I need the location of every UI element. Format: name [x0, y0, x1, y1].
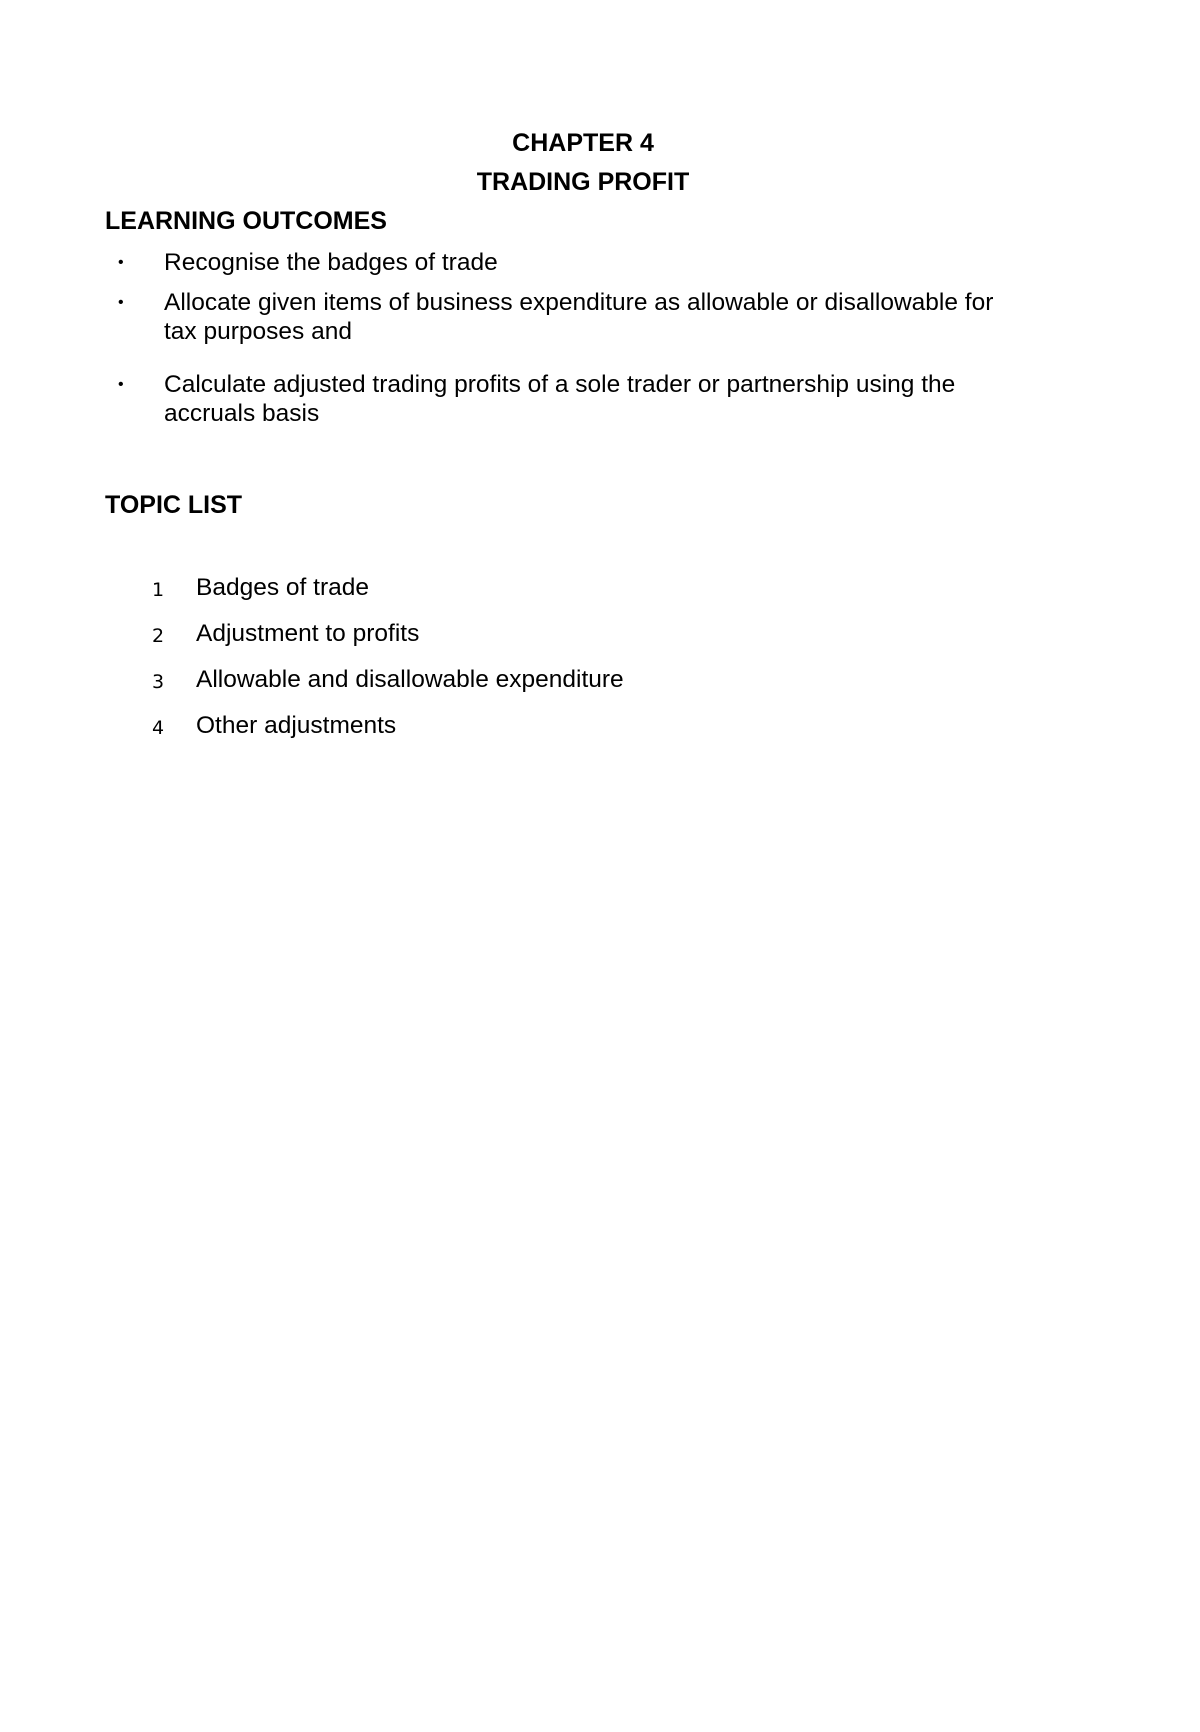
bullet-icon: •	[118, 294, 124, 311]
topic-number: 1	[152, 579, 165, 601]
topic-label: Allowable and disallowable expenditure	[196, 666, 624, 693]
topic-label: Adjustment to profits	[196, 620, 420, 647]
topic-number: 2	[152, 625, 165, 647]
topic-list-heading: TOPIC LIST	[105, 491, 243, 519]
bullet-icon: •	[118, 254, 124, 271]
topic-number: 3	[152, 671, 165, 693]
chapter-title: TRADING PROFIT	[476, 168, 690, 196]
learning-outcome-text: Allocate given items of business expenditure as allowable or disallowable for tax purposes and	[164, 289, 994, 345]
learning-outcome-text: Calculate adjusted trading profits of a sole trader or partnership using the accruals basis	[164, 371, 956, 427]
bullet-icon: •	[118, 376, 124, 393]
topic-number: 4	[152, 717, 165, 739]
chapter-number: CHAPTER 4	[512, 129, 654, 157]
learning-outcome-text: Recognise the badges of trade	[164, 249, 498, 276]
topic-label: Other adjustments	[196, 712, 397, 739]
learning-outcomes-heading: LEARNING OUTCOMES	[105, 207, 387, 235]
topic-label: Badges of trade	[196, 574, 369, 601]
